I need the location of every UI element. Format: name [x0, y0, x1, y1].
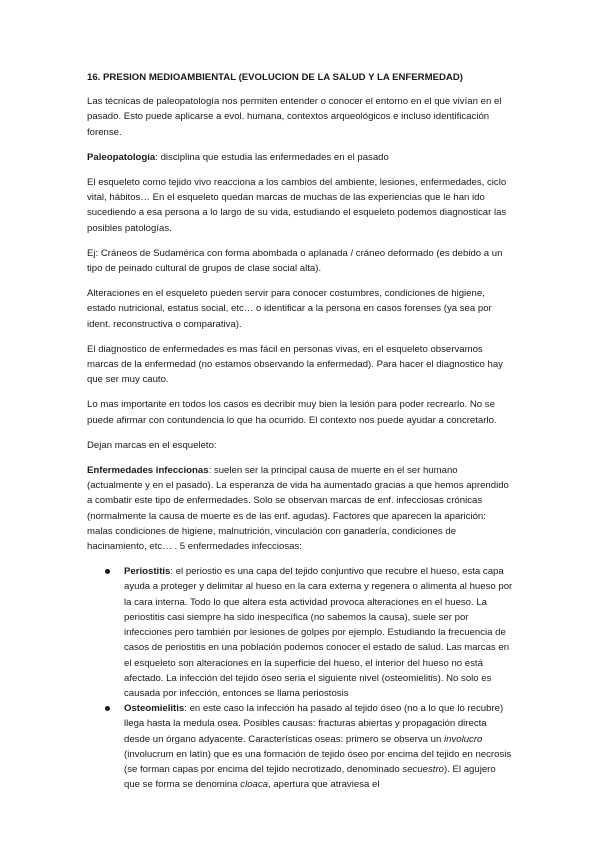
- infectious-text: : suelen ser la principal causa de muerte en el ser humano (actualmente y en el pasado). La esperanza de vida ha aumentado gracias a que hemos aprendido a combatir este tipo de enfermedades. Solo se observan marcas de enf. infecciosas crónicas (normalmente la causa de muerte es de las enf. agudas). Factores que aparecen la aparición: malas condiciones de higiene, malnutrición, vinculación con ganadería, condiciones de hacinamiento, etc… . 5 enfermedades infecciosas:: [87, 465, 509, 553]
- paragraph-definition: [87, 150, 514, 165]
- term-osteomielitis: Osteomielitis: [124, 703, 185, 715]
- paragraph-infectious: [87, 463, 514, 554]
- term-cloaca: cloaca: [240, 779, 268, 791]
- disease-list: [87, 564, 514, 792]
- section-title: 16. PRESION MEDIOAMBIENTAL (EVOLUCION DE LA SALUD Y LA ENFERMEDAD): [87, 72, 463, 83]
- paragraph-intro: Las técnicas de paleopatología nos permiten entender o conocer el entorno en el que vivían en el pasado. Esto puede aplicarse a evol. humana, contextos arqueológicos e incluso identificación forense.: [87, 96, 502, 138]
- paragraph-marks: Dejan marcas en el esqueleto:: [87, 439, 217, 451]
- osteomielitis-text-a: : en este caso la infección ha pasado al tejido óseo (no a lo que lo recubre) llega hasta la medula osea. Posibles causas: fracturas abiertas y propagación directa desde un órgano adyacente. Características oseas: primero se observa un: [124, 703, 504, 745]
- term-involucro: involucro: [443, 733, 483, 745]
- osteomielitis-text-c: ). El agujero que se forma se denomina: [124, 763, 496, 791]
- osteomielitis-text-d: , apertura que atraviesa el: [268, 779, 380, 791]
- paragraph-diagnosis: El diagnostico de enfermedades es mas fácil en personas vivas, en el esqueleto observamos marcas de la enfermedad (no estamos observando la enfermedad). Para hacer el diagnostico hay que ser muy cauto.: [87, 343, 503, 386]
- term-paleopatologia: Paleopatología: [87, 151, 156, 163]
- paragraph-example: Ej: Cráneos de Sudamérica con forma abombada o aplanada / cráneo deformado (es debido a un tipo de peinado cultural de grupos de clase social alta).: [87, 247, 503, 275]
- term-infectious: Enfermedades infeccionas: [87, 465, 209, 477]
- list-item-periostitis: [124, 564, 514, 701]
- paragraph-alterations: Alteraciones en el esqueleto pueden servir para conocer costumbres, condiciones de higiene, estado nutricional, estatus social, etc… o identificar a la persona en casos forenses (ya sea por ident. reconstructiva o comparativa).: [87, 288, 492, 330]
- bullet-icon: [105, 569, 110, 574]
- periostitis-text: : el periostio es una capa del tejido conjuntivo que recubre el hueso, esta capa ayuda a proteger y delimitar al hueso en la cara externa y regenera o alimenta al hueso por la cara interna. Todo lo que altera esta actividad provoca alteraciones en el hueso. La periostitis casi siempre ha sido inespecífica (no sabemos la causa), suele ser por infecciones pero también por lesiones de golpes por ejemplo. Estudiando la frecuencia de casos de periostitis en una población podemos conocer el estado de salud. Las marcas en el esqueleto son alteraciones en la superficie del hueso, el interior del hueso no está afectado. La infección del tejido óseo seria el siguiente nivel (osteomielitis). No solo es causada por infección, entonces se llama periostosis: [124, 566, 513, 699]
- definition-text: : disciplina que estudia las enfermedades en el pasado: [155, 151, 389, 163]
- paragraph-description: Lo mas importante en todos los casos es decribir muy bien la lesión para poder recrearlo. No se puede afirmar con contundencia lo que ha ocurrido. El contexto nos puede ayudar a concretarlo.: [87, 399, 497, 426]
- list-item-osteomielitis: [124, 701, 514, 792]
- osteomielitis-text-b: (involucrum en latín) que es una formación de tejido óseo por encima del tejido en necrosis (se forman capas por encima del tejido necrotizado, denominado: [124, 748, 512, 775]
- term-secuestro: secuestro: [402, 763, 444, 775]
- bullet-icon: [105, 706, 110, 711]
- paragraph-skeleton: El esqueleto como tejido vivo reacciona a los cambios del ambiente, lesiones, enfermedades, ciclo vital, hábitos… En el esqueleto quedan marcas de muchas de las experiencias que le han ido sucediendo a esa persona a lo largo de su vida, estudiando el esqueleto podemos diagnosticar las posibles patologías.: [87, 177, 507, 234]
- term-periostitis: Periostitis: [124, 566, 171, 578]
